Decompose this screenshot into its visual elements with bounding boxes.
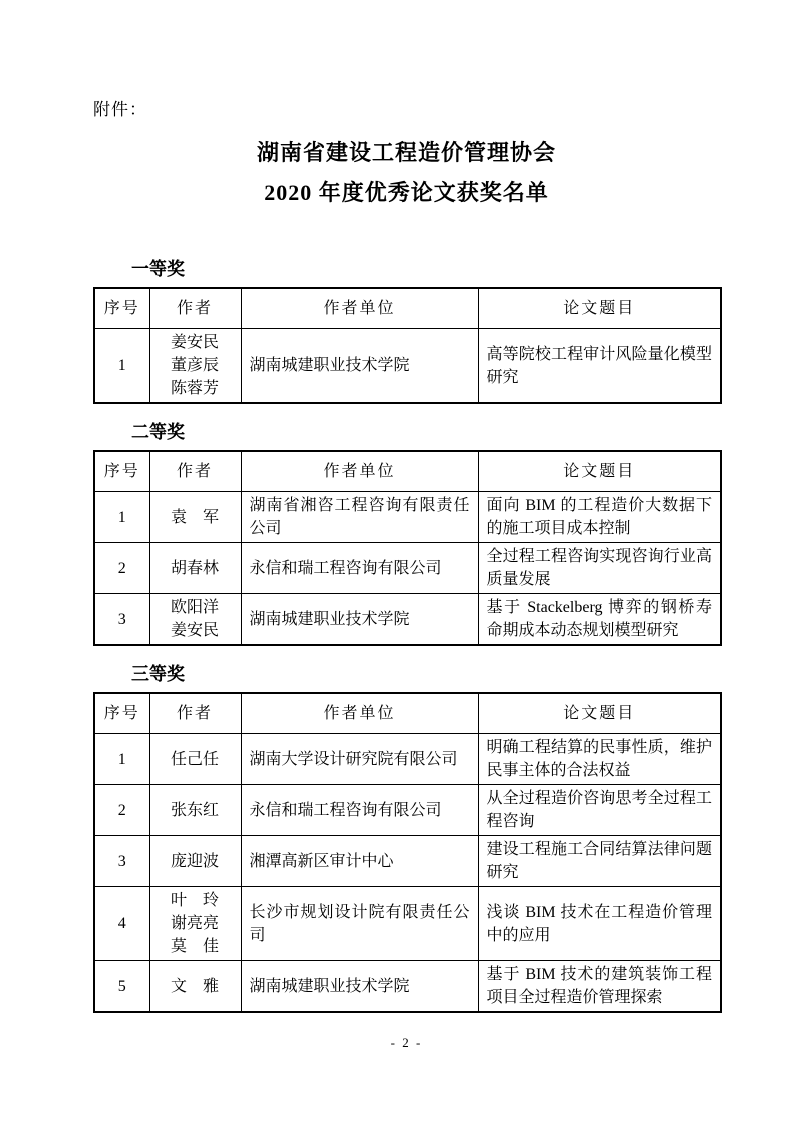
authors-cell <box>149 329 241 404</box>
column-header: 作者单位 <box>241 451 478 492</box>
author-name: 叶 玲 <box>170 892 219 909</box>
author-name: 文 雅 <box>170 977 219 995</box>
author-name: 任己任 <box>170 750 219 768</box>
unit-cell: 湖南省湘咨工程咨询有限责任公司 <box>241 492 478 543</box>
paper-title-cell: 基于 Stackelberg 博弈的钢桥寿命期成本动态规划模型研究 <box>478 594 721 646</box>
table-body <box>94 329 721 404</box>
table-row <box>94 492 721 543</box>
unit-cell: 永信和瑞工程咨询有限公司 <box>241 785 478 836</box>
table-row <box>94 594 721 646</box>
unit-cell: 长沙市规划设计院有限责任公司 <box>241 887 478 961</box>
paper-title-cell: 高等院校工程审计风险量化模型研究 <box>478 329 721 404</box>
award-table <box>93 287 722 404</box>
author-name: 欧阳洋 <box>170 599 219 616</box>
table-row <box>94 785 721 836</box>
attachment-label: 附件： <box>93 100 147 119</box>
section-heading: 二等奖 <box>131 422 185 442</box>
serial-cell: 3 <box>94 836 149 887</box>
column-header: 序号 <box>94 288 149 329</box>
table-body <box>94 734 721 1013</box>
serial-cell: 1 <box>94 734 149 785</box>
unit-cell: 湖南大学设计研究院有限公司 <box>241 734 478 785</box>
paper-title-cell: 全过程工程咨询实现咨询行业高质量发展 <box>478 543 721 594</box>
serial-cell: 4 <box>94 887 149 961</box>
column-header: 论文题目 <box>478 451 721 492</box>
paper-title-cell: 明确工程结算的民事性质，维护民事主体的合法权益 <box>478 734 721 785</box>
table-row <box>94 836 721 887</box>
unit-cell: 湘潭高新区审计中心 <box>241 836 478 887</box>
author-name: 庞迎波 <box>170 852 219 870</box>
award-section <box>93 420 720 646</box>
authors-cell <box>149 594 241 646</box>
document-title-line-1: 湖南省建设工程造价管理协会 <box>256 140 556 165</box>
column-header: 论文题目 <box>478 288 721 329</box>
column-header: 作者单位 <box>241 288 478 329</box>
paper-title-cell: 基于 BIM 技术的建筑装饰工程项目全过程造价管理探索 <box>478 961 721 1013</box>
column-header: 作者单位 <box>241 693 478 734</box>
column-header: 作者 <box>149 451 241 492</box>
document-title <box>93 133 720 213</box>
column-header: 作者 <box>149 693 241 734</box>
award-section <box>93 257 720 404</box>
page-number: - 2 - <box>390 1035 423 1050</box>
column-header: 序号 <box>94 693 149 734</box>
table-header-row <box>94 451 721 492</box>
author-name: 姜安民 <box>170 334 219 351</box>
document-title-line-2: 2020 年度优秀论文获奖名单 <box>264 180 549 205</box>
authors-cell <box>149 887 241 961</box>
authors-cell <box>149 785 241 836</box>
authors-cell <box>149 492 241 543</box>
author-name: 袁 军 <box>170 508 219 526</box>
table-row <box>94 961 721 1013</box>
author-name: 胡春林 <box>170 559 219 577</box>
unit-cell: 湖南城建职业技术学院 <box>241 961 478 1013</box>
table-row <box>94 329 721 404</box>
serial-cell: 1 <box>94 329 149 404</box>
table-row <box>94 734 721 785</box>
section-heading: 三等奖 <box>131 664 185 684</box>
unit-cell: 湖南城建职业技术学院 <box>241 329 478 404</box>
author-name: 董彦辰 <box>170 357 219 374</box>
section-heading: 一等奖 <box>131 259 185 279</box>
table-header-row <box>94 693 721 734</box>
serial-cell: 1 <box>94 492 149 543</box>
award-table <box>93 450 722 646</box>
serial-cell: 2 <box>94 785 149 836</box>
authors-cell <box>149 543 241 594</box>
award-table <box>93 692 722 1013</box>
unit-cell: 永信和瑞工程咨询有限公司 <box>241 543 478 594</box>
award-section <box>93 662 720 1013</box>
author-name: 谢亮亮 <box>170 915 219 932</box>
authors-cell <box>149 734 241 785</box>
authors-cell <box>149 961 241 1013</box>
serial-cell: 5 <box>94 961 149 1013</box>
column-header: 作者 <box>149 288 241 329</box>
paper-title-cell: 面向 BIM 的工程造价大数据下的施工项目成本控制 <box>478 492 721 543</box>
paper-title-cell: 浅谈 BIM 技术在工程造价管理中的应用 <box>478 887 721 961</box>
column-header: 论文题目 <box>478 693 721 734</box>
column-header: 序号 <box>94 451 149 492</box>
paper-title-cell: 建设工程施工合同结算法律问题研究 <box>478 836 721 887</box>
authors-cell <box>149 836 241 887</box>
table-row <box>94 887 721 961</box>
author-name: 莫 佳 <box>170 938 219 955</box>
author-name: 张东红 <box>170 801 219 819</box>
table-row <box>94 543 721 594</box>
author-name: 陈蓉芳 <box>170 380 219 397</box>
table-body <box>94 492 721 646</box>
serial-cell: 3 <box>94 594 149 646</box>
paper-title-cell: 从全过程造价咨询思考全过程工程咨询 <box>478 785 721 836</box>
unit-cell: 湖南城建职业技术学院 <box>241 594 478 646</box>
table-header-row <box>94 288 721 329</box>
serial-cell: 2 <box>94 543 149 594</box>
award-sections <box>93 257 720 1013</box>
author-name: 姜安民 <box>170 622 219 639</box>
